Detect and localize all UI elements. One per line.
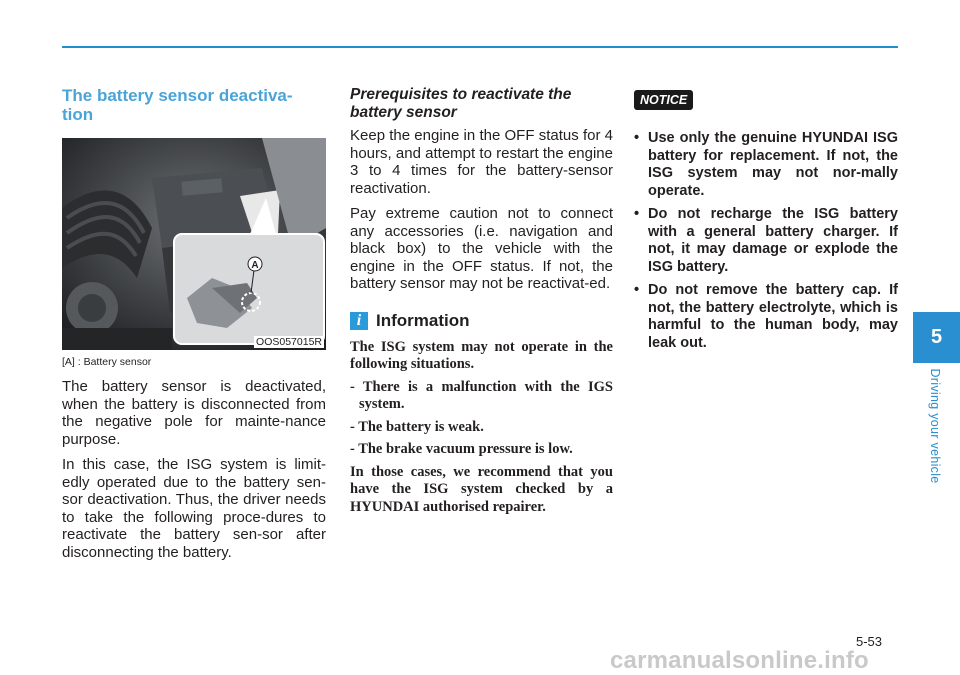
prerequisites-para-1: Keep the engine in the OFF status for 4 hours, and attempt to restart the engine 3 to 4 times for the battery-sensor reactivation. bbox=[350, 127, 613, 197]
top-rule bbox=[62, 46, 898, 48]
information-icon: i bbox=[350, 312, 368, 330]
notice-item: • Use only the genuine HYUNDAI ISG battery for replacement. If not, the ISG system may not nor-mally operate. bbox=[634, 130, 898, 200]
notice-section bbox=[634, 86, 898, 358]
information-item: - The battery is weak. bbox=[350, 418, 484, 435]
prerequisites-section bbox=[350, 86, 613, 521]
chapter-tab: 5 bbox=[913, 312, 960, 363]
engine-bay-illustration bbox=[62, 138, 326, 350]
section-title bbox=[62, 86, 326, 124]
information-item: - The brake vacuum pressure is low. bbox=[350, 441, 573, 457]
section-title-line2: tion bbox=[62, 105, 94, 124]
notice-item: • Do not remove the battery cap. If not, the battery electrolyte, which is harmful to the human body, may leak out. bbox=[634, 282, 898, 352]
information-header bbox=[350, 311, 613, 331]
prerequisites-title: Prerequisites to reactivate the battery sensor bbox=[350, 86, 572, 121]
engine-bay-photo bbox=[62, 138, 326, 350]
chapter-title: Driving your vehicle bbox=[928, 368, 942, 484]
prerequisites-para-2: Pay extreme caution not to connect any accessories (i.e. navigation and black box) to the vehicle with the engine in the OFF status. If not, the battery sensor may not be reactivat-ed. bbox=[350, 205, 613, 292]
watermark: carmanualsonline.info bbox=[610, 647, 869, 674]
battery-sensor-para-1: The battery sensor is deactivated, when the battery is disconnected from the negative pole for mainte-nance purpose. bbox=[62, 378, 326, 448]
photo-caption: [A] : Battery sensor bbox=[62, 356, 152, 368]
battery-sensor-section bbox=[62, 86, 326, 569]
information-intro: The ISG system may not operate in the following situations. bbox=[350, 338, 613, 372]
information-closing: In those cases, we recommend that you have the ISG system checked by a HYUNDAI authorised repairer. bbox=[350, 463, 613, 515]
notice-list bbox=[634, 130, 898, 352]
battery-sensor-para-2: In this case, the ISG system is limit-edly operated due to the battery sen-sor deactivation. Thus, the driver needs to take the following proce-dures to reactivate the battery sen-sor after disconnecting the battery. bbox=[62, 456, 326, 561]
page-number: 5-53 bbox=[856, 634, 883, 649]
callout-a-label: A bbox=[251, 260, 259, 271]
notice-item: • Do not recharge the ISG battery with a general battery charger. If not, it may damage or explode the ISG battery. bbox=[634, 206, 898, 276]
information-item: - There is a malfunction with the IGS system. bbox=[350, 378, 613, 412]
information-title: Information bbox=[376, 310, 470, 330]
notice-badge: NOTICE bbox=[634, 90, 693, 110]
section-title-line1: The battery sensor deactiva- bbox=[62, 86, 293, 105]
photo-code: OOS057015R bbox=[256, 336, 322, 348]
